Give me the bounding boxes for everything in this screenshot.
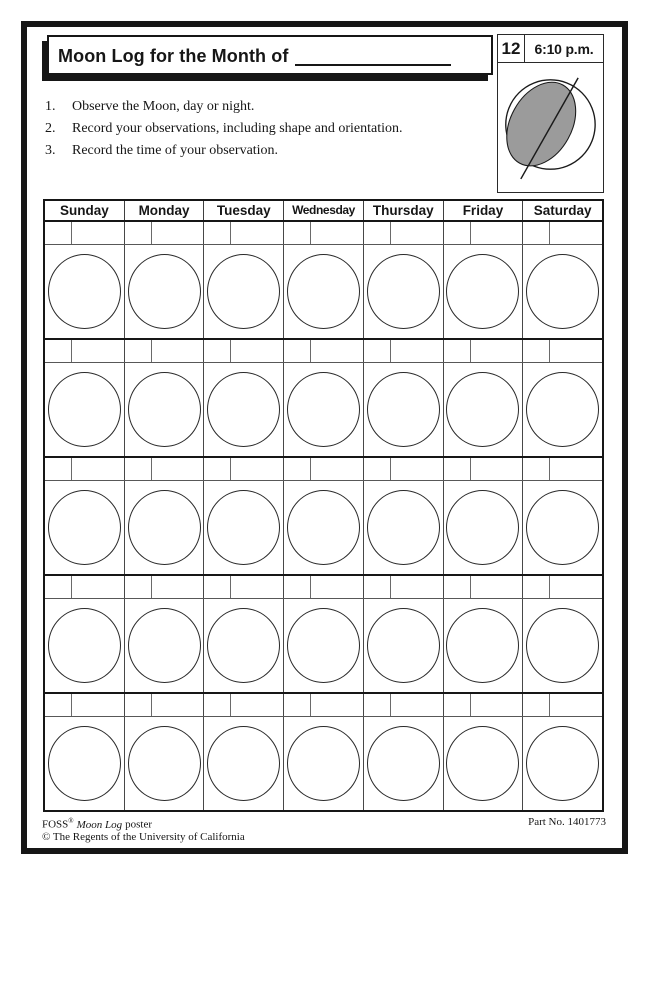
part-number: Part No. 1401773 — [528, 816, 606, 828]
moon-drawing-circle — [446, 254, 519, 329]
instruction-text: Observe the Moon, day or night. — [72, 99, 255, 114]
date-cell — [523, 222, 602, 244]
moon-cell — [444, 599, 524, 692]
month-blank-line — [295, 63, 451, 66]
moon-cell — [204, 717, 284, 810]
day-header-friday: Friday — [444, 201, 524, 220]
moon-cell — [444, 481, 524, 574]
moon-cell — [523, 245, 602, 338]
date-number-box — [444, 458, 471, 480]
moon-drawing-circle — [128, 490, 201, 565]
date-number-box — [125, 576, 152, 598]
moon-cell — [364, 481, 444, 574]
moon-drawing-circle — [207, 372, 280, 447]
example-observation-box — [497, 34, 604, 193]
moon-drawing-circle — [207, 254, 280, 329]
moon-drawing-circle — [128, 608, 201, 683]
date-cell — [45, 458, 125, 480]
moon-row — [45, 717, 602, 810]
date-number-box — [444, 694, 471, 716]
moon-cell — [45, 363, 125, 456]
date-strip — [45, 340, 602, 363]
title-banner — [47, 35, 493, 75]
moon-row — [45, 245, 602, 338]
moon-cell — [364, 599, 444, 692]
date-number-box — [523, 340, 550, 362]
date-number-box — [204, 340, 231, 362]
day-header-saturday: Saturday — [533, 203, 592, 218]
instruction-number: 1. — [45, 99, 56, 114]
date-number-box — [523, 222, 550, 244]
footer-credits — [42, 815, 245, 844]
date-cell — [444, 576, 524, 598]
date-cell — [284, 340, 364, 362]
moon-drawing-circle — [367, 372, 440, 447]
calendar-week-1 — [45, 222, 602, 340]
date-number-box — [284, 222, 311, 244]
date-number-box — [45, 340, 72, 362]
moon-drawing-circle — [287, 490, 360, 565]
date-number-box — [523, 458, 550, 480]
date-cell — [284, 222, 364, 244]
instruction-text: Record the time of your observation. — [72, 143, 279, 158]
moon-cell — [364, 363, 444, 456]
instruction-number: 3. — [45, 143, 56, 158]
date-strip — [45, 576, 602, 599]
date-number-box — [204, 458, 231, 480]
moon-cell — [45, 245, 125, 338]
moon-row — [45, 481, 602, 574]
date-number-box — [45, 458, 72, 480]
moon-drawing-circle — [48, 608, 121, 683]
instructions-list — [45, 99, 402, 165]
calendar-day-header — [45, 201, 602, 222]
date-number-box — [284, 694, 311, 716]
date-cell — [444, 222, 524, 244]
waning-gibbous-moon-icon — [498, 64, 600, 188]
date-number-box — [45, 694, 72, 716]
date-number-box — [364, 222, 391, 244]
moon-drawing-circle — [128, 726, 201, 801]
date-cell — [523, 576, 602, 598]
product-name: Moon Log — [76, 818, 123, 831]
moon-cell — [45, 481, 125, 574]
date-cell — [45, 694, 125, 716]
instruction-text: Record your observations, including shape and orientation. — [72, 121, 403, 136]
moon-row — [45, 599, 602, 692]
date-cell — [284, 576, 364, 598]
page-title: Moon Log for the Month of — [58, 46, 289, 66]
moon-drawing-circle — [207, 490, 280, 565]
moon-cell — [523, 717, 602, 810]
date-strip — [45, 458, 602, 481]
date-cell — [125, 222, 205, 244]
moon-cell — [125, 599, 205, 692]
calendar-week-4 — [45, 576, 602, 694]
moon-cell — [284, 717, 364, 810]
moon-cell — [444, 245, 524, 338]
day-header-thursday: Thursday — [364, 201, 444, 220]
date-number-box — [364, 694, 391, 716]
moon-cell — [45, 599, 125, 692]
date-cell — [523, 458, 602, 480]
date-cell — [45, 576, 125, 598]
date-number-box — [125, 458, 152, 480]
moon-drawing-circle — [526, 254, 599, 329]
date-number-box — [364, 458, 391, 480]
moon-cell — [284, 599, 364, 692]
worksheet-page — [21, 21, 628, 854]
calendar-week-2 — [45, 340, 602, 458]
example-time: 6:10 p.m. — [534, 40, 594, 57]
moon-drawing-circle — [207, 608, 280, 683]
moon-drawing-circle — [446, 726, 519, 801]
moon-cell — [204, 481, 284, 574]
date-cell — [523, 694, 602, 716]
example-header — [498, 35, 603, 63]
date-number-box — [444, 340, 471, 362]
moon-drawing-circle — [48, 254, 121, 329]
date-number-box — [444, 576, 471, 598]
moon-cell — [45, 717, 125, 810]
moon-drawing-circle — [446, 490, 519, 565]
registered-mark: ® — [68, 817, 74, 825]
moon-cell — [125, 245, 205, 338]
moon-cell — [523, 599, 602, 692]
moon-cell — [284, 245, 364, 338]
date-number-box — [523, 576, 550, 598]
moon-cell — [284, 363, 364, 456]
date-number-box — [125, 694, 152, 716]
moon-row — [45, 363, 602, 456]
instruction-item — [45, 143, 402, 158]
date-cell — [125, 340, 205, 362]
date-strip — [45, 222, 602, 245]
date-cell — [364, 222, 444, 244]
moon-drawing-circle — [287, 726, 360, 801]
date-cell — [204, 222, 284, 244]
date-number-box — [364, 340, 391, 362]
moon-drawing-circle — [526, 372, 599, 447]
moon-drawing-circle — [367, 490, 440, 565]
moon-cell — [125, 481, 205, 574]
date-cell — [45, 222, 125, 244]
moon-cell — [125, 363, 205, 456]
calendar-week-5 — [45, 694, 602, 810]
day-header-monday: Monday — [125, 201, 205, 220]
moon-drawing-circle — [287, 372, 360, 447]
date-number-box — [523, 694, 550, 716]
moon-drawing-circle — [367, 608, 440, 683]
moon-drawing-circle — [48, 372, 121, 447]
moon-drawing-circle — [526, 726, 599, 801]
moon-cell — [125, 717, 205, 810]
date-number-box — [444, 222, 471, 244]
date-cell — [444, 458, 524, 480]
date-cell — [364, 340, 444, 362]
date-cell — [364, 576, 444, 598]
date-number-box — [45, 222, 72, 244]
moon-cell — [364, 717, 444, 810]
moon-drawing-circle — [526, 608, 599, 683]
instruction-item — [45, 121, 402, 136]
example-date: 12 — [498, 35, 525, 62]
moon-cell — [364, 245, 444, 338]
date-cell — [284, 694, 364, 716]
date-cell — [523, 340, 602, 362]
date-cell — [204, 340, 284, 362]
date-cell — [125, 576, 205, 598]
instruction-number: 2. — [45, 121, 56, 136]
moon-drawing-circle — [367, 254, 440, 329]
moon-drawing-circle — [128, 372, 201, 447]
instruction-item — [45, 99, 402, 114]
date-cell — [204, 694, 284, 716]
moon-cell — [284, 481, 364, 574]
moon-drawing-circle — [287, 608, 360, 683]
moon-drawing-circle — [128, 254, 201, 329]
date-number-box — [284, 576, 311, 598]
copyright-line: © The Regents of the University of California — [42, 831, 245, 844]
brand-name: FOSS — [42, 818, 69, 831]
moon-log-calendar — [43, 199, 604, 812]
day-header-sunday: Sunday — [45, 201, 125, 220]
date-cell — [284, 458, 364, 480]
date-cell — [444, 694, 524, 716]
day-header-tuesday: Tuesday — [204, 201, 284, 220]
date-number-box — [364, 576, 391, 598]
date-number-box — [284, 340, 311, 362]
date-number-box — [284, 458, 311, 480]
date-cell — [45, 340, 125, 362]
date-number-box — [125, 222, 152, 244]
moon-cell — [204, 599, 284, 692]
moon-drawing-circle — [48, 726, 121, 801]
calendar-week-3 — [45, 458, 602, 576]
date-cell — [444, 340, 524, 362]
moon-drawing-circle — [367, 726, 440, 801]
date-number-box — [204, 694, 231, 716]
moon-cell — [523, 481, 602, 574]
date-number-box — [125, 340, 152, 362]
footer-product-line — [42, 815, 245, 831]
calendar-body — [45, 222, 602, 810]
moon-cell — [444, 363, 524, 456]
moon-cell — [444, 717, 524, 810]
date-number-box — [204, 576, 231, 598]
date-number-box — [45, 576, 72, 598]
moon-drawing-circle — [446, 608, 519, 683]
day-header-wednesday: Wednesday — [284, 201, 364, 220]
moon-drawing-circle — [207, 726, 280, 801]
date-cell — [125, 694, 205, 716]
date-cell — [364, 694, 444, 716]
date-cell — [204, 458, 284, 480]
date-cell — [125, 458, 205, 480]
date-strip — [45, 694, 602, 717]
moon-cell — [204, 245, 284, 338]
moon-drawing-circle — [526, 490, 599, 565]
date-number-box — [204, 222, 231, 244]
moon-drawing-circle — [287, 254, 360, 329]
moon-cell — [204, 363, 284, 456]
moon-drawing-circle — [48, 490, 121, 565]
moon-cell — [523, 363, 602, 456]
date-cell — [364, 458, 444, 480]
date-cell — [204, 576, 284, 598]
product-suffix: poster — [125, 818, 153, 831]
moon-drawing-circle — [446, 372, 519, 447]
